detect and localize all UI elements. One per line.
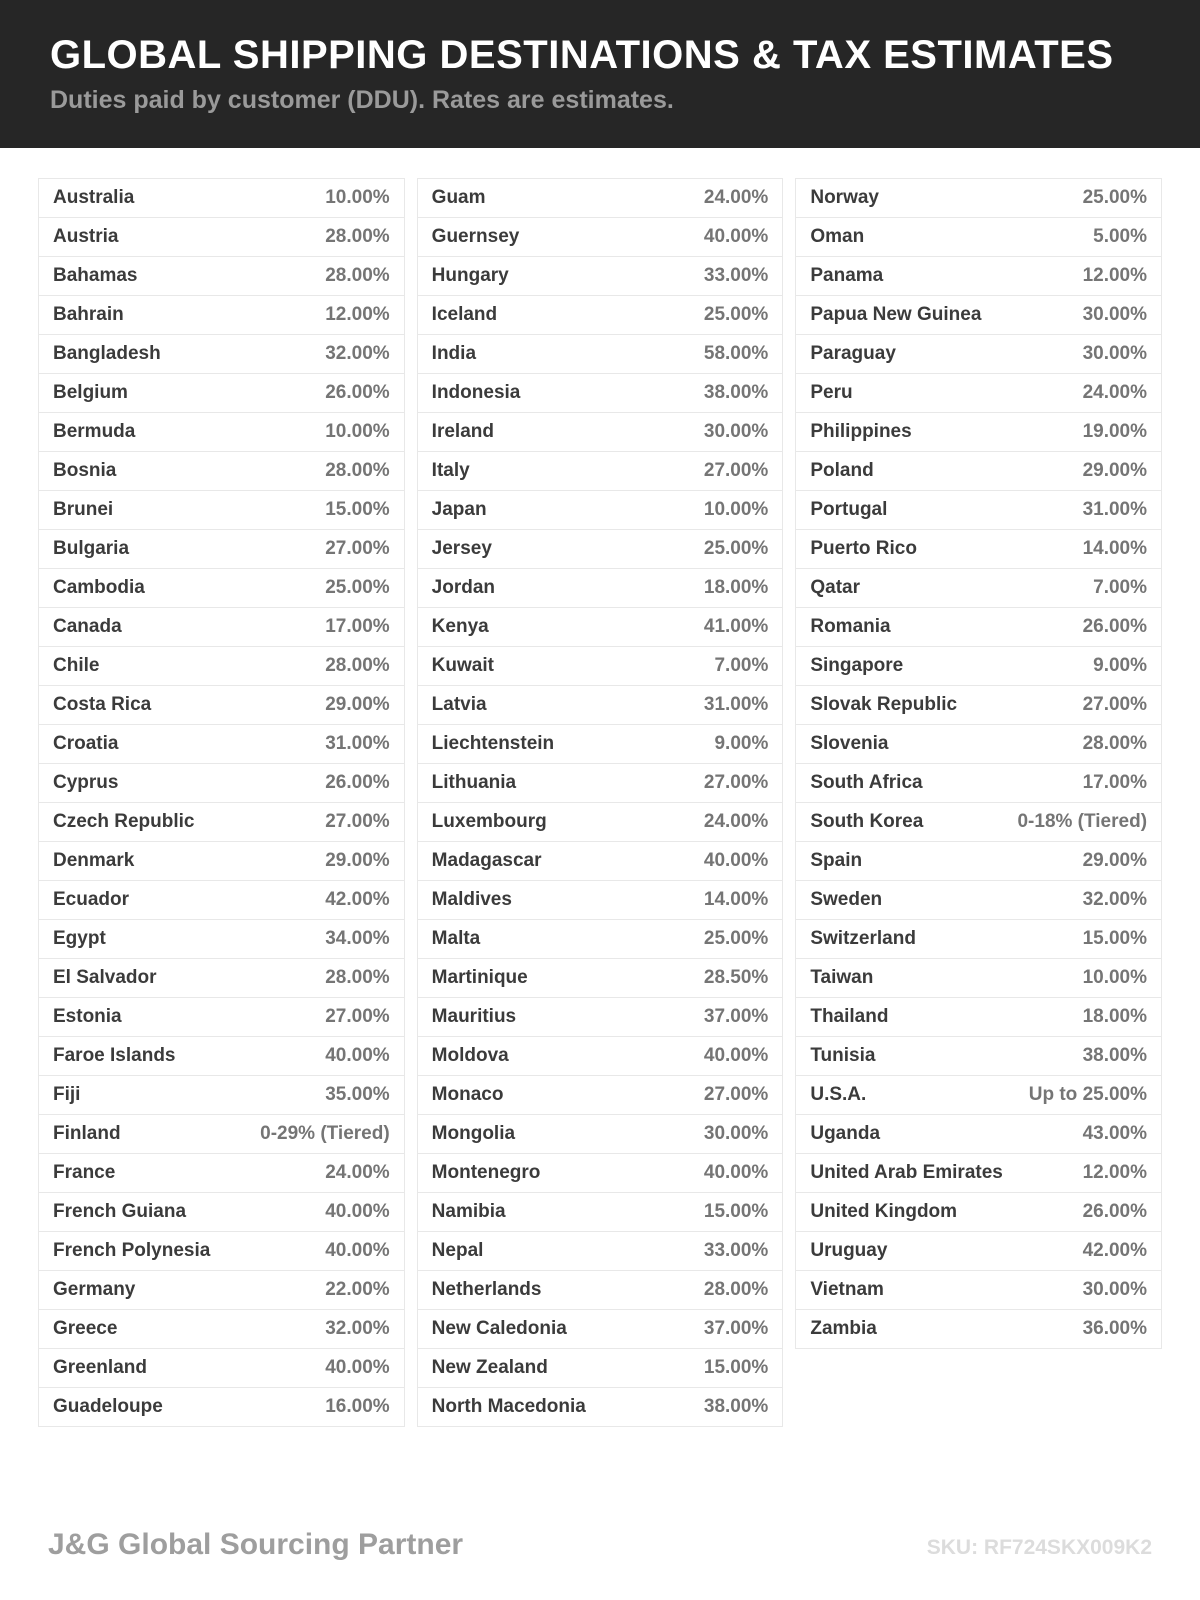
- rate-value: 12.00%: [1082, 1162, 1148, 1183]
- table-row: [417, 919, 784, 959]
- table-row: [795, 880, 1162, 920]
- table-row: [417, 958, 784, 998]
- country-name: Bosnia: [53, 460, 117, 481]
- table-row: [417, 334, 784, 374]
- rate-value: 24.00%: [325, 1162, 390, 1183]
- table-row: [38, 646, 405, 686]
- country-name: Slovak Republic: [810, 694, 958, 715]
- table-row: [795, 529, 1162, 569]
- country-name: Guadeloupe: [53, 1396, 163, 1417]
- table-row: [417, 529, 784, 569]
- table-row: [795, 685, 1162, 725]
- country-name: Ecuador: [53, 889, 130, 910]
- rate-value: 0-18% (Tiered): [1017, 811, 1148, 832]
- rate-value: 0-29% (Tiered): [260, 1123, 390, 1144]
- table-row: [795, 919, 1162, 959]
- country-name: South Africa: [810, 772, 923, 793]
- table-row: [795, 802, 1162, 842]
- country-name: New Zealand: [431, 1357, 548, 1378]
- country-name: Guam: [431, 187, 486, 208]
- table-row: [417, 1075, 784, 1115]
- country-name: Brunei: [53, 499, 114, 520]
- table-column-1: [38, 178, 405, 1427]
- country-name: Greece: [53, 1318, 118, 1339]
- table-row: [38, 1192, 405, 1232]
- rate-value: 16.00%: [325, 1396, 390, 1417]
- table-row: [38, 607, 405, 647]
- rate-value: 10.00%: [325, 187, 390, 208]
- country-name: Poland: [810, 460, 874, 481]
- table-row: [417, 1192, 784, 1232]
- rate-value: 28.00%: [325, 967, 390, 988]
- rate-value: 17.00%: [325, 616, 390, 637]
- rate-value: 15.00%: [1082, 928, 1148, 949]
- rate-value: Up to 25.00%: [1028, 1084, 1148, 1105]
- rate-value: 40.00%: [325, 1357, 390, 1378]
- country-name: Sweden: [810, 889, 883, 910]
- table-row: [38, 373, 405, 413]
- sku-label: SKU: RF724SKX009K2: [926, 1536, 1152, 1559]
- table-row: [417, 451, 784, 491]
- country-name: Netherlands: [431, 1279, 542, 1300]
- table-row: [417, 178, 784, 218]
- table-row: [38, 1114, 405, 1154]
- rate-value: 10.00%: [703, 499, 769, 520]
- table-row: [417, 997, 784, 1037]
- rate-value: 29.00%: [1082, 850, 1148, 871]
- country-name: Croatia: [53, 733, 119, 754]
- rate-value: 27.00%: [325, 1006, 390, 1027]
- rate-value: 31.00%: [1082, 499, 1148, 520]
- rate-value: 41.00%: [703, 616, 769, 637]
- country-name: Romania: [810, 616, 891, 637]
- table-row: [795, 724, 1162, 764]
- table-row: [795, 1036, 1162, 1076]
- table-row: [38, 997, 405, 1037]
- table-row: [795, 217, 1162, 257]
- country-name: Puerto Rico: [810, 538, 917, 559]
- country-name: Liechtenstein: [431, 733, 555, 754]
- table-row: [795, 841, 1162, 881]
- rate-value: 58.00%: [703, 343, 769, 364]
- rate-value: 28.00%: [325, 265, 390, 286]
- country-name: Finland: [53, 1123, 121, 1144]
- rate-value: 14.00%: [1082, 538, 1148, 559]
- country-name: Austria: [53, 226, 119, 247]
- rate-value: 30.00%: [1082, 343, 1148, 364]
- rate-value: 28.00%: [325, 226, 390, 247]
- rate-value: 40.00%: [325, 1045, 390, 1066]
- country-name: Japan: [431, 499, 487, 520]
- rate-value: 9.00%: [714, 733, 769, 754]
- table-row: [795, 451, 1162, 491]
- rate-value: 27.00%: [1082, 694, 1148, 715]
- rate-value: 25.00%: [1082, 187, 1148, 208]
- country-name: Fiji: [53, 1084, 81, 1105]
- country-name: Panama: [810, 265, 884, 286]
- rates-table: [0, 148, 1200, 1427]
- rate-value: 32.00%: [325, 1318, 390, 1339]
- country-name: Peru: [810, 382, 853, 403]
- rate-value: 26.00%: [325, 772, 390, 793]
- table-row: [417, 412, 784, 452]
- table-row: [38, 568, 405, 608]
- country-name: Namibia: [431, 1201, 506, 1222]
- country-name: India: [431, 343, 477, 364]
- rate-value: 38.00%: [1082, 1045, 1148, 1066]
- rate-value: 40.00%: [325, 1201, 390, 1222]
- rate-value: 18.00%: [1082, 1006, 1148, 1027]
- country-name: Belgium: [53, 382, 128, 403]
- rate-value: 32.00%: [325, 343, 390, 364]
- table-row: [795, 334, 1162, 374]
- table-row: [417, 1387, 784, 1427]
- table-row: [38, 1075, 405, 1115]
- country-name: Mauritius: [431, 1006, 517, 1027]
- rate-value: 10.00%: [325, 421, 390, 442]
- table-row: [795, 763, 1162, 803]
- rate-value: 34.00%: [325, 928, 390, 949]
- country-name: Canada: [53, 616, 122, 637]
- country-name: New Caledonia: [431, 1318, 567, 1339]
- table-row: [38, 178, 405, 218]
- country-name: Maldives: [431, 889, 512, 910]
- rate-value: 38.00%: [703, 382, 769, 403]
- rate-value: 24.00%: [1082, 382, 1148, 403]
- country-name: Germany: [53, 1279, 136, 1300]
- table-row: [795, 958, 1162, 998]
- rate-value: 15.00%: [703, 1201, 769, 1222]
- country-name: Madagascar: [431, 850, 542, 871]
- rate-value: 40.00%: [703, 226, 769, 247]
- table-row: [417, 841, 784, 881]
- country-name: South Korea: [810, 811, 924, 832]
- table-row: [417, 1036, 784, 1076]
- rate-value: 25.00%: [325, 577, 390, 598]
- rate-value: 33.00%: [703, 1240, 769, 1261]
- table-row: [417, 1348, 784, 1388]
- table-row: [38, 880, 405, 920]
- table-row: [417, 1114, 784, 1154]
- table-row: [417, 646, 784, 686]
- country-name: Australia: [53, 187, 135, 208]
- table-row: [38, 1387, 405, 1427]
- country-name: Kenya: [431, 616, 489, 637]
- country-name: Zambia: [810, 1318, 877, 1339]
- country-name: El Salvador: [53, 967, 157, 988]
- table-row: [38, 958, 405, 998]
- rate-value: 40.00%: [703, 850, 769, 871]
- rate-value: 42.00%: [325, 889, 390, 910]
- rate-value: 30.00%: [1082, 1279, 1148, 1300]
- rate-value: 12.00%: [325, 304, 390, 325]
- table-row: [38, 1309, 405, 1349]
- rate-value: 10.00%: [1082, 967, 1148, 988]
- rate-value: 17.00%: [1082, 772, 1148, 793]
- rate-value: 30.00%: [703, 421, 769, 442]
- country-name: Vietnam: [810, 1279, 884, 1300]
- rate-value: 40.00%: [703, 1045, 769, 1066]
- table-row: [38, 412, 405, 452]
- rate-value: 29.00%: [325, 694, 390, 715]
- table-row: [38, 1153, 405, 1193]
- country-name: Italy: [431, 460, 470, 481]
- table-row: [417, 256, 784, 296]
- country-name: Greenland: [53, 1357, 147, 1378]
- country-name: Lithuania: [431, 772, 517, 793]
- table-row: [417, 1231, 784, 1271]
- table-row: [417, 373, 784, 413]
- rate-value: 25.00%: [703, 928, 769, 949]
- table-row: [38, 724, 405, 764]
- table-row: [417, 568, 784, 608]
- country-name: Mongolia: [431, 1123, 516, 1144]
- country-name: Indonesia: [431, 382, 521, 403]
- rate-value: 36.00%: [1082, 1318, 1148, 1339]
- country-name: Cyprus: [53, 772, 119, 793]
- rate-value: 31.00%: [325, 733, 390, 754]
- table-row: [795, 607, 1162, 647]
- table-row: [38, 1231, 405, 1271]
- rate-value: 9.00%: [1093, 655, 1148, 676]
- rate-value: 12.00%: [1082, 265, 1148, 286]
- table-row: [795, 412, 1162, 452]
- country-name: Czech Republic: [53, 811, 195, 832]
- table-row: [38, 685, 405, 725]
- table-row: [38, 217, 405, 257]
- rate-value: 24.00%: [703, 811, 769, 832]
- rate-value: 27.00%: [703, 772, 769, 793]
- rate-value: 32.00%: [1082, 889, 1148, 910]
- table-row: [417, 217, 784, 257]
- table-row: [38, 841, 405, 881]
- country-name: Slovenia: [810, 733, 889, 754]
- country-name: Monaco: [431, 1084, 504, 1105]
- brand-name: J&G Global Sourcing Partner: [48, 1528, 464, 1561]
- country-name: Uruguay: [810, 1240, 888, 1261]
- rate-value: 28.50%: [703, 967, 769, 988]
- country-name: Uganda: [810, 1123, 881, 1144]
- rate-value: 27.00%: [703, 460, 769, 481]
- country-name: U.S.A.: [810, 1084, 867, 1105]
- table-row: [38, 1036, 405, 1076]
- rate-value: 27.00%: [325, 811, 390, 832]
- rate-value: 28.00%: [703, 1279, 769, 1300]
- table-row: [795, 256, 1162, 296]
- table-row: [38, 919, 405, 959]
- country-name: Martinique: [431, 967, 528, 988]
- rate-value: 29.00%: [1082, 460, 1148, 481]
- table-row: [795, 1270, 1162, 1310]
- rate-value: 35.00%: [325, 1084, 390, 1105]
- country-name: Philippines: [810, 421, 912, 442]
- country-name: United Kingdom: [810, 1201, 958, 1222]
- country-name: Latvia: [431, 694, 487, 715]
- table-row: [417, 1309, 784, 1349]
- country-name: Paraguay: [810, 343, 896, 364]
- country-name: Costa Rica: [53, 694, 152, 715]
- country-name: Estonia: [53, 1006, 122, 1027]
- table-row: [417, 685, 784, 725]
- rate-value: 27.00%: [325, 538, 390, 559]
- country-name: Qatar: [810, 577, 860, 598]
- page-subtitle: Duties paid by customer (DDU). Rates are estimates.: [50, 86, 674, 114]
- rate-value: 26.00%: [1082, 1201, 1148, 1222]
- table-row: [417, 763, 784, 803]
- table-row: [38, 763, 405, 803]
- table-row: [38, 295, 405, 335]
- country-name: Denmark: [53, 850, 135, 871]
- page-footer: [0, 1528, 1200, 1562]
- rate-value: 28.00%: [325, 655, 390, 676]
- country-name: Jersey: [431, 538, 492, 559]
- rate-value: 19.00%: [1082, 421, 1148, 442]
- rate-value: 42.00%: [1082, 1240, 1148, 1261]
- page-header: [0, 0, 1200, 148]
- country-name: Bahamas: [53, 265, 138, 286]
- rate-value: 27.00%: [703, 1084, 769, 1105]
- table-row: [795, 997, 1162, 1037]
- rate-value: 38.00%: [703, 1396, 769, 1417]
- country-name: Nepal: [431, 1240, 484, 1261]
- rate-value: 43.00%: [1082, 1123, 1148, 1144]
- country-name: Iceland: [431, 304, 498, 325]
- country-name: Norway: [810, 187, 879, 208]
- rate-value: 40.00%: [325, 1240, 390, 1261]
- country-name: Egypt: [53, 928, 106, 949]
- country-name: Thailand: [810, 1006, 889, 1027]
- country-name: Moldova: [431, 1045, 509, 1066]
- table-row: [795, 178, 1162, 218]
- country-name: Guernsey: [431, 226, 520, 247]
- rate-value: 29.00%: [325, 850, 390, 871]
- country-name: Bulgaria: [53, 538, 130, 559]
- rate-value: 28.00%: [325, 460, 390, 481]
- country-name: Taiwan: [810, 967, 874, 988]
- country-name: Chile: [53, 655, 100, 676]
- rate-value: 26.00%: [325, 382, 390, 403]
- rate-value: 7.00%: [714, 655, 769, 676]
- table-column-2: [417, 178, 784, 1427]
- table-row: [38, 1348, 405, 1388]
- table-row: [417, 490, 784, 530]
- rate-value: 30.00%: [703, 1123, 769, 1144]
- country-name: Cambodia: [53, 577, 145, 598]
- table-row: [417, 724, 784, 764]
- table-row: [38, 529, 405, 569]
- table-row: [38, 256, 405, 296]
- country-name: Luxembourg: [431, 811, 547, 832]
- rate-value: 24.00%: [703, 187, 769, 208]
- country-name: Bangladesh: [53, 343, 161, 364]
- rate-value: 22.00%: [325, 1279, 390, 1300]
- country-name: Montenegro: [431, 1162, 541, 1183]
- country-name: Faroe Islands: [53, 1045, 176, 1066]
- rate-value: 33.00%: [703, 265, 769, 286]
- table-row: [795, 1153, 1162, 1193]
- table-row: [795, 1192, 1162, 1232]
- table-row: [38, 490, 405, 530]
- rate-value: 26.00%: [1082, 616, 1148, 637]
- country-name: North Macedonia: [431, 1396, 586, 1417]
- table-row: [38, 451, 405, 491]
- country-name: Papua New Guinea: [810, 304, 982, 325]
- country-name: Hungary: [431, 265, 509, 286]
- page-title: GLOBAL SHIPPING DESTINATIONS & TAX ESTIMATES: [50, 33, 1114, 77]
- table-row: [795, 1075, 1162, 1115]
- table-row: [795, 1231, 1162, 1271]
- rate-value: 15.00%: [325, 499, 390, 520]
- table-row: [417, 1270, 784, 1310]
- table-row: [417, 802, 784, 842]
- country-name: Bahrain: [53, 304, 124, 325]
- rate-value: 18.00%: [703, 577, 769, 598]
- rate-value: 14.00%: [703, 889, 769, 910]
- table-row: [417, 295, 784, 335]
- country-name: French Polynesia: [53, 1240, 211, 1261]
- country-name: Switzerland: [810, 928, 916, 949]
- country-name: Ireland: [431, 421, 494, 442]
- rate-value: 25.00%: [703, 538, 769, 559]
- rate-value: 37.00%: [703, 1318, 769, 1339]
- country-name: Tunisia: [810, 1045, 876, 1066]
- country-name: Bermuda: [53, 421, 136, 442]
- rate-value: 15.00%: [703, 1357, 769, 1378]
- table-row: [795, 1114, 1162, 1154]
- table-row: [795, 1309, 1162, 1349]
- table-row: [795, 490, 1162, 530]
- rate-value: 37.00%: [703, 1006, 769, 1027]
- country-name: Kuwait: [431, 655, 494, 676]
- country-name: Oman: [810, 226, 865, 247]
- table-column-3: [795, 178, 1162, 1349]
- table-row: [795, 568, 1162, 608]
- country-name: Jordan: [431, 577, 496, 598]
- table-row: [417, 1153, 784, 1193]
- table-row: [417, 607, 784, 647]
- table-row: [38, 334, 405, 374]
- country-name: United Arab Emirates: [810, 1162, 1003, 1183]
- rate-value: 31.00%: [703, 694, 769, 715]
- rate-value: 40.00%: [703, 1162, 769, 1183]
- country-name: Malta: [431, 928, 481, 949]
- country-name: Portugal: [810, 499, 888, 520]
- rate-value: 5.00%: [1093, 226, 1148, 247]
- country-name: France: [53, 1162, 116, 1183]
- table-row: [795, 646, 1162, 686]
- rate-value: 28.00%: [1082, 733, 1148, 754]
- country-name: Spain: [810, 850, 863, 871]
- table-row: [795, 295, 1162, 335]
- table-row: [38, 1270, 405, 1310]
- table-row: [795, 373, 1162, 413]
- table-row: [38, 802, 405, 842]
- country-name: Singapore: [810, 655, 904, 676]
- rate-value: 30.00%: [1082, 304, 1148, 325]
- rate-value: 25.00%: [703, 304, 769, 325]
- table-row: [417, 880, 784, 920]
- rate-value: 7.00%: [1093, 577, 1148, 598]
- country-name: French Guiana: [53, 1201, 187, 1222]
